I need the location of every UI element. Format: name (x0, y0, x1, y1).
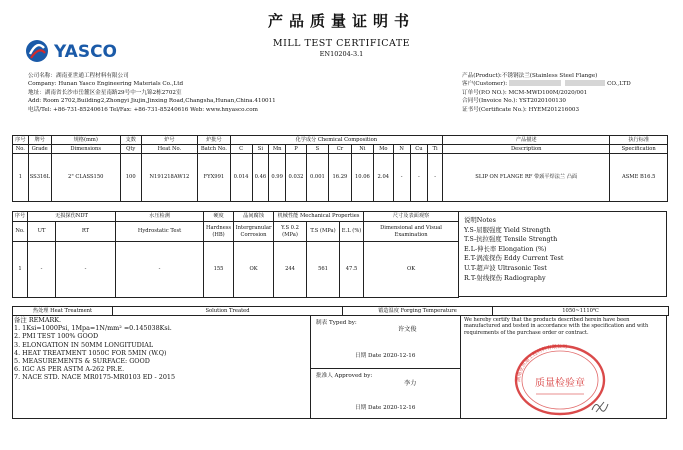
cell: - (116, 242, 204, 298)
th-en: Mo (373, 145, 393, 154)
remark-line: 6. IGC AS PER ASTM A-262 PR.E. (14, 365, 125, 374)
cell: 47.5 (340, 242, 364, 298)
th-en: RT (56, 222, 116, 242)
cell: - (393, 154, 410, 202)
th-heat-cn: 炉号 (141, 136, 197, 145)
th-en: Ti (428, 145, 443, 154)
stamp-center-text: 质量检验章 (535, 378, 585, 389)
th-no-cn: 序号 (13, 136, 29, 145)
certificate-number: 证书号(Certificate No.): HYEM201216003 (462, 106, 579, 113)
cell: 0.032 (286, 154, 307, 202)
th-spec-cn: 执行标准 (610, 136, 668, 145)
divider (310, 315, 311, 419)
cell: 244 (274, 242, 307, 298)
invoice-number: 合同号(Invoice No.): YST2020100130 (462, 98, 566, 105)
forging-temp-label: 锻造温度 Forging Temperature (343, 307, 493, 316)
th-cn: 水压检测 (116, 212, 204, 222)
cell: 0.46 (252, 154, 269, 202)
approved-by-name: 李力 (404, 380, 417, 387)
th-en: Si (252, 145, 269, 154)
customer-redacted-2 (565, 80, 605, 86)
note-line: T.S-抗拉强度 Tensile Strength (464, 235, 558, 244)
remark-label: 备注 REMARK. (14, 316, 62, 324)
cell: 155 (204, 242, 234, 298)
th-cn: 机械性能 Mechanical Properties (274, 212, 364, 222)
company-name-cn: 公司名称：湖南亚世通工程材料有限公司 (28, 73, 129, 79)
th-en: No. (13, 222, 28, 242)
remark-line: 5. MEASUREMENTS & SURFACE: GOOD (14, 357, 150, 366)
order-number: 订单号(P.O NO.): MCM-MWD100M/2020/001 (462, 89, 588, 96)
th-en: Dimensional and Visual Examination (364, 222, 459, 242)
note-line: R.T-射线探伤 Radiography (464, 273, 546, 282)
cell: 0.001 (306, 154, 328, 202)
approved-by-label: 批准人 Approved by: (316, 373, 373, 379)
signature-icon (590, 398, 610, 416)
cell: - (428, 154, 443, 202)
cell: OK (234, 242, 274, 298)
doc-title-cn: 产品质量证明书 (267, 12, 415, 30)
th-en: Description (443, 145, 610, 154)
note-line: U.T-超声波 Ultrasonic Test (464, 263, 547, 272)
th-en: Qty (120, 145, 141, 154)
th-en: T.S (MPa) (307, 222, 340, 242)
cell-specification: ASME B16.5 (610, 154, 668, 202)
th-en: Batch No. (198, 145, 230, 154)
th-batch-cn: 炉批号 (198, 136, 230, 145)
th-en: Hydrostatic Test (116, 222, 204, 242)
doc-standard: EN10204-3.1 (319, 50, 364, 58)
cell: 2" CLASS150 (51, 154, 120, 202)
remark-block (14, 316, 175, 382)
th-en: Ni (351, 145, 373, 154)
note-line: 说明Notes (464, 216, 496, 224)
order-info (462, 72, 667, 114)
heat-treatment-label: 热处理 Heat Treatment (13, 307, 113, 316)
th-grade-cn: 牌号 (28, 136, 51, 145)
cell: - (28, 242, 56, 298)
th-en: C (230, 145, 252, 154)
cell: 16.29 (328, 154, 351, 202)
cell: 2.04 (373, 154, 393, 202)
remark-line: 7. NACE STD. NACE MR0175-MR0103 ED - 2015 (14, 373, 176, 382)
typed-by-label: 制表 Typed by: (316, 320, 357, 326)
test-table (12, 211, 459, 298)
th-en: Hardness (HB) (204, 222, 234, 242)
chemical-table (12, 135, 668, 202)
th-en: Grade (28, 145, 51, 154)
remark-line: 1. 1Ksi=1000Psi, 1Mpa=1N/mm² =0.145038Ksi. (14, 324, 172, 333)
customer-label: 客户(Customer): (462, 81, 508, 88)
th-en: Specification (610, 145, 668, 154)
company-info (28, 72, 348, 114)
cell: SS316L (28, 154, 51, 202)
certify-statement: We hereby certify that the products described herein have been manufactured and tested in accordance with the specification and with requirements of the purchase order or contract. (464, 317, 649, 336)
cell: 0.014 (230, 154, 252, 202)
cell: 561 (307, 242, 340, 298)
typed-by-name: 许文俊 (398, 326, 417, 333)
th-en: Y.S 0.2 (MPa) (274, 222, 307, 242)
logo-text: YASCO (54, 42, 118, 62)
cell: 100 (120, 154, 141, 202)
th-en: Mn (269, 145, 286, 154)
cell: - (56, 242, 116, 298)
forging-temp-value: 1050~1110℃ (493, 307, 669, 316)
cell: OK (364, 242, 459, 298)
cell: 10.06 (351, 154, 373, 202)
contact-line: 电话/Tel: +86-731-85240616 Tel/Fax: +86-731-85240616 Web: www.hnyasco.com (28, 106, 258, 113)
company-name-en: Company: Hunan Yasco Engineering Materials Co.,Ltd (28, 81, 184, 88)
address-en: Add: Room 2702,Building2,Zhongyi Jiujin,Jinxing Road,Changsha,Hunan,China.410011 (28, 98, 276, 105)
product-label: 产品(Product): (462, 73, 502, 79)
th-en: N (393, 145, 410, 154)
cell: 1 (13, 242, 28, 298)
customer-redacted (509, 80, 561, 86)
divider (460, 315, 461, 419)
th-en: UT (28, 222, 56, 242)
company-logo (24, 38, 139, 64)
note-line: E.T-涡流探伤 Eddy Current Test (464, 254, 564, 263)
th-en: No. (13, 145, 29, 154)
th-cn: 尺寸及表面观察 (364, 212, 459, 222)
th-en: P (286, 145, 307, 154)
stamp-ring-text: 湖南亚世通工程材料有限公司 (515, 343, 568, 383)
th-qty-cn: 支数 (120, 136, 141, 145)
cell: N191218AW12 (141, 154, 197, 202)
cell: 0.99 (269, 154, 286, 202)
typed-date: 日期 Date 2020-12-16 (355, 353, 416, 359)
address-cn: 地址：湖南省长沙市岳麓区金星南路29号中一九锦2栋2702室 (28, 89, 182, 96)
notes-box (458, 211, 667, 297)
product-value: 不锈钢法兰(Stainless Steel Flange) (501, 73, 598, 79)
note-line: Y.S-屈服强度 Yield Strength (464, 225, 551, 234)
doc-title-en: MILL TEST CERTIFICATE (272, 38, 411, 49)
th-en: S (306, 145, 328, 154)
th-en: Dimensions (51, 145, 120, 154)
remark-line: 3. ELONGATION IN 50MM LONGITUDIAL (14, 340, 154, 349)
remark-line: 2. PMI TEST 100% GOOD (14, 332, 99, 341)
cell-description: SLIP ON FLANGE RF 带颈平焊法兰 凸面 (443, 154, 610, 202)
note-line: E.L-伸长率 Elongation (%) (464, 244, 547, 253)
th-en: Cr (328, 145, 351, 154)
approved-date: 日期 Date 2020-12-16 (355, 405, 416, 411)
th-cn: 晶间腐蚀 (234, 212, 274, 222)
customer-suffix: CO.,LTD (607, 81, 631, 88)
th-desc-cn: 产品描述 (443, 136, 610, 145)
th-cn: 序号 (13, 212, 28, 222)
cell: - (410, 154, 428, 202)
th-en: Heat No. (141, 145, 197, 154)
cell: 1 (13, 154, 29, 202)
divider (310, 368, 460, 369)
th-chem-group: 化学成分 Chemical Composition (230, 136, 442, 145)
cell: FYX991 (198, 154, 230, 202)
th-cn: 无损探伤NDT (28, 212, 116, 222)
th-en: Intergranular Corrosion (234, 222, 274, 242)
th-dim-cn: 规格(mm) (51, 136, 120, 145)
signature-scribble (590, 398, 610, 416)
th-en: Cu (410, 145, 428, 154)
logo-icon (24, 38, 139, 64)
th-en: E.L (%) (340, 222, 364, 242)
heat-treatment-value: Solution Treated (113, 307, 343, 316)
remark-line: 4. HEAT TREATMENT 1050C FOR 5MIN (W.Q) (14, 348, 167, 357)
th-cn: 硬度 (204, 212, 234, 222)
